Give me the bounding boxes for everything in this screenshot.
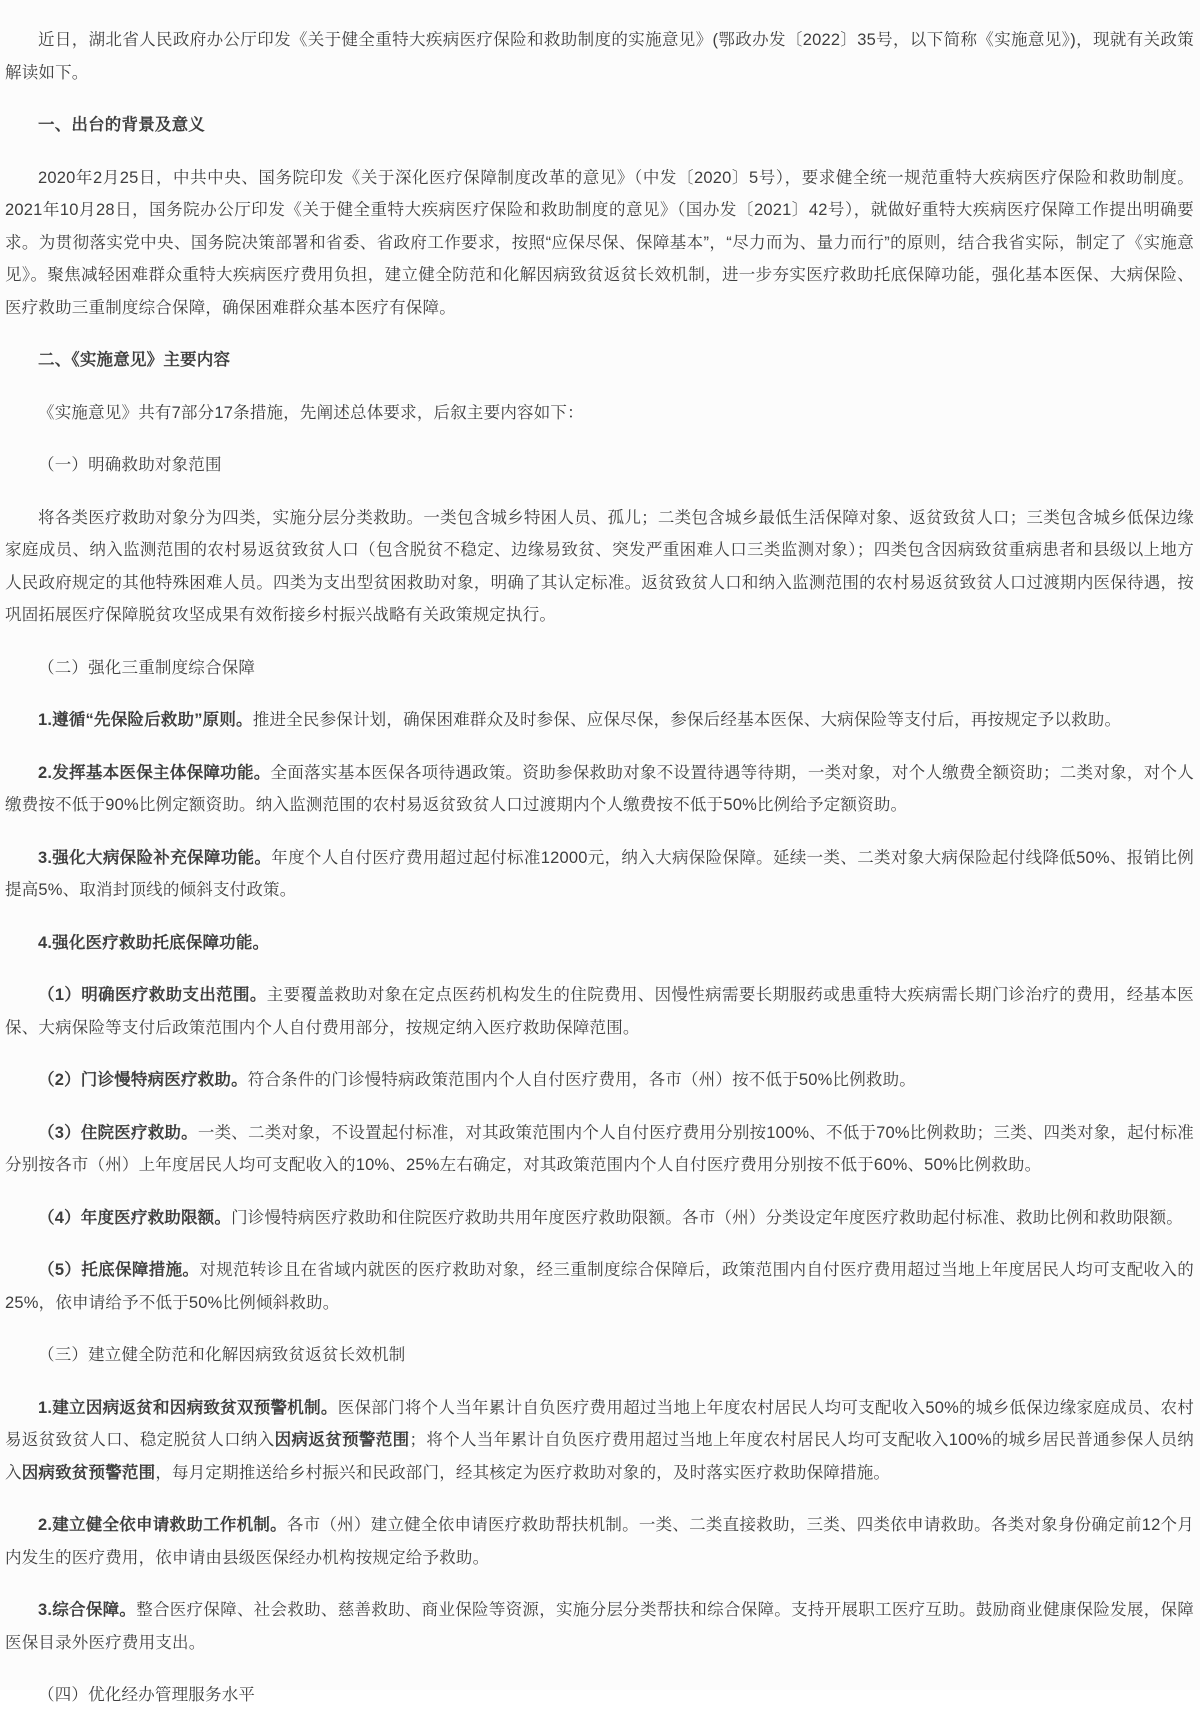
- bold-run: （4）年度医疗救助限额。: [38, 1208, 232, 1227]
- bold-run: （1）明确医疗救助支出范围。: [38, 986, 267, 1004]
- paragraph: [5, 1392, 1194, 1490]
- subsection-heading: [5, 652, 1194, 685]
- paragraph: [5, 1202, 1194, 1235]
- bold-run: 1.遵循“先保险后救助”原则。: [38, 711, 253, 729]
- bold-run: （3）住院医疗救助。: [38, 1123, 198, 1142]
- section-heading: [5, 109, 1194, 142]
- paragraph: [5, 502, 1194, 632]
- text-run: 年度个人自付医疗费用超过起付标准12000元，纳入大病保险保障。延续一类、二类对象大病保险起付线降低50%、报销比例提高5%、取消封顶线的倾斜支付政策。: [5, 848, 1194, 899]
- bold-run: 一、出台的背景及意义: [38, 116, 205, 134]
- bold-run: 3.综合保障。: [38, 1601, 137, 1619]
- text-run: （三）建立健全防范和化解因病致贫返贫长效机制: [38, 1346, 406, 1364]
- section-heading: [5, 344, 1194, 377]
- text-run: 医保部门将个人当年累计自负医疗费用超过当地上年度农村居民人均可支配收入50%的城乡低保边缘家庭成员、农村易返贫致贫人口、稳定脱贫人口纳入: [5, 1398, 1194, 1449]
- text-run: 全面落实基本医保各项待遇政策。资助参保救助对象不设置待遇等待期，一类对象，对个人缴费全额资助；二类对象，对个人缴费按不低于90%比例定额资助。纳入监测范围的农村易返贫致贫人口过渡期内个人缴费按不低于50%比例给予定额资助。: [5, 763, 1194, 814]
- paragraph: [5, 397, 1194, 430]
- bold-run: 二、《实施意见》主要内容: [38, 351, 231, 369]
- text-run: ；将个人当年累计自负医疗费用超过当地上年度农村居民人均可支配收入100%的城乡居民普通参保人员纳入: [5, 1431, 1194, 1482]
- paragraph: [5, 757, 1194, 822]
- text-run: 近日，湖北省人民政府办公厅印发《关于健全重特大疾病医疗保险和救助制度的实施意见》(鄂政办发〔2022〕35号，以下简称《实施意见》)，现就有关政策解读如下。: [5, 31, 1194, 82]
- bold-run: 1.建立因病返贫和因病致贫双预警机制。: [38, 1398, 338, 1417]
- text-run: 将各类医疗救助对象分为四类，实施分层分类救助。一类包含城乡特困人员、孤儿；二类包含城乡最低生活保障对象、返贫致贫人口；三类包含城乡低保边缘家庭成员、纳入监测范围的农村易返贫致贫人口（包含脱贫不稳定、边缘易致贫、突发严重困难人口三类监测对象）；四类包含因病致贫重病患者和县级以上地方人民政府规定的其他特殊困难人员。四类为支出型贫困救助对象，明确了其认定标准。返贫致贫人口和纳入监测范围的农村易返贫致贫人口过渡期内医保待遇，按巩固拓展医疗保障脱贫攻坚成果有效衔接乡村振兴战略有关政策规定执行。: [5, 508, 1194, 624]
- text-run: 整合医疗保障、社会救助、慈善救助、商业保险等资源，实施分层分类帮扶和综合保障。支持开展职工医疗互助。鼓励商业健康保险发展，保障医保目录外医疗费用支出。: [5, 1601, 1194, 1652]
- bold-run: 因病返贫预警范围: [274, 1431, 410, 1449]
- text-run: 推进全民参保计划，确保困难群众及时参保、应保尽保，参保后经基本医保、大病保险等支付后，再按规定予以救助。: [252, 711, 1122, 729]
- bold-run: 因病致贫预警范围: [21, 1463, 156, 1482]
- subsection-heading: [5, 449, 1194, 482]
- paragraph: [5, 24, 1194, 89]
- bold-run: 4.强化医疗救助托底保障功能。: [38, 933, 270, 952]
- text-run: 门诊慢特病医疗救助和住院医疗救助共用年度医疗救助限额。各市（州）分类设定年度医疗救助起付标准、救助比例和救助限额。: [231, 1208, 1183, 1227]
- subsection-heading: [5, 1679, 1194, 1712]
- text-run: 各市（州）建立健全依申请医疗救助帮扶机制。一类、二类直接救助，三类、四类依申请救助。各类对象身份确定前12个月内发生的医疗费用，依申请由县级医保经办机构按规定给予救助。: [5, 1516, 1194, 1567]
- paragraph: [5, 1064, 1194, 1097]
- bold-run: 2.发挥基本医保主体保障功能。: [38, 763, 271, 782]
- paragraph: [5, 927, 1194, 960]
- paragraph: [5, 1117, 1194, 1182]
- text-run: 《实施意见》共有7部分17条措施，先阐述总体要求，后叙主要内容如下：: [38, 403, 584, 422]
- paragraph: [5, 1594, 1194, 1659]
- bold-run: （5）托底保障措施。: [38, 1261, 200, 1279]
- bold-run: 3.强化大病保险补充保障功能。: [38, 848, 272, 867]
- paragraph: [5, 1509, 1194, 1574]
- subsection-heading: [5, 1339, 1194, 1372]
- paragraph: [5, 842, 1194, 907]
- text-run: 符合条件的门诊慢特病政策范围内个人自付医疗费用，各市（州）按不低于50%比例救助。: [247, 1071, 917, 1089]
- text-run: 2020年2月25日，中共中央、国务院印发《关于深化医疗保障制度改革的意见》（中发〔2020〕5号），要求健全统一规范重特大疾病医疗保险和救助制度。2021年10月28日，国务院办公厅印发《关于健全重特大疾病医疗保险和救助制度的意见》（国办发〔2021〕42号），就做好重特大疾病医疗保障工作提出明确要求。为贯彻落实党中央、国务院决策部署和省委、省政府工作要求，按照“应保尽保、保障基本”，“尽力而为、量力而行”的原则，结合我省实际，制定了《实施意见》。聚焦减轻困难群众重特大疾病医疗费用负担，建立健全防范和化解因病致贫返贫长效机制，进一步夯实医疗救助托底保障功能，强化基本医保、大病保险、医疗救助三重制度综合保障，确保困难群众基本医疗有保障。: [5, 168, 1194, 317]
- paragraph: [5, 704, 1194, 737]
- article-body: [5, 24, 1194, 1712]
- bold-run: （2）门诊慢特病医疗救助。: [38, 1071, 248, 1089]
- bold-run: 2.建立健全依申请救助工作机制。: [38, 1516, 287, 1534]
- text-run: 一类、二类对象，不设置起付标准，对其政策范围内个人自付医疗费用分别按100%、不低于70%比例救助；三类、四类对象，起付标准分别按各市（州）上年度居民人均可支配收入的10%、25%左右确定，对其政策范围内个人自付医疗费用分别按不低于60%、50%比例救助。: [5, 1123, 1194, 1174]
- text-run: ，每月定期推送给乡村振兴和民政部门，经其核定为医疗救助对象的，及时落实医疗救助保障措施。: [155, 1463, 891, 1482]
- text-run: 对规范转诊且在省域内就医的医疗救助对象，经三重制度综合保障后，政策范围内自付医疗费用超过当地上年度居民人均可支配收入的25%，依申请给予不低于50%比例倾斜救助。: [5, 1261, 1194, 1312]
- paragraph: [5, 979, 1194, 1044]
- text-run: 主要覆盖救助对象在定点医药机构发生的住院费用、因慢性病需要长期服药或患重特大疾病需长期门诊治疗的费用，经基本医保、大病保险等支付后政策范围内个人自付费用部分，按规定纳入医疗救助保障范围。: [5, 986, 1194, 1037]
- text-run: （四）优化经办管理服务水平: [38, 1686, 256, 1704]
- text-run: （二）强化三重制度综合保障: [38, 658, 256, 677]
- paragraph: [5, 1254, 1194, 1319]
- paragraph: [5, 162, 1194, 325]
- text-run: （一）明确救助对象范围: [38, 456, 222, 474]
